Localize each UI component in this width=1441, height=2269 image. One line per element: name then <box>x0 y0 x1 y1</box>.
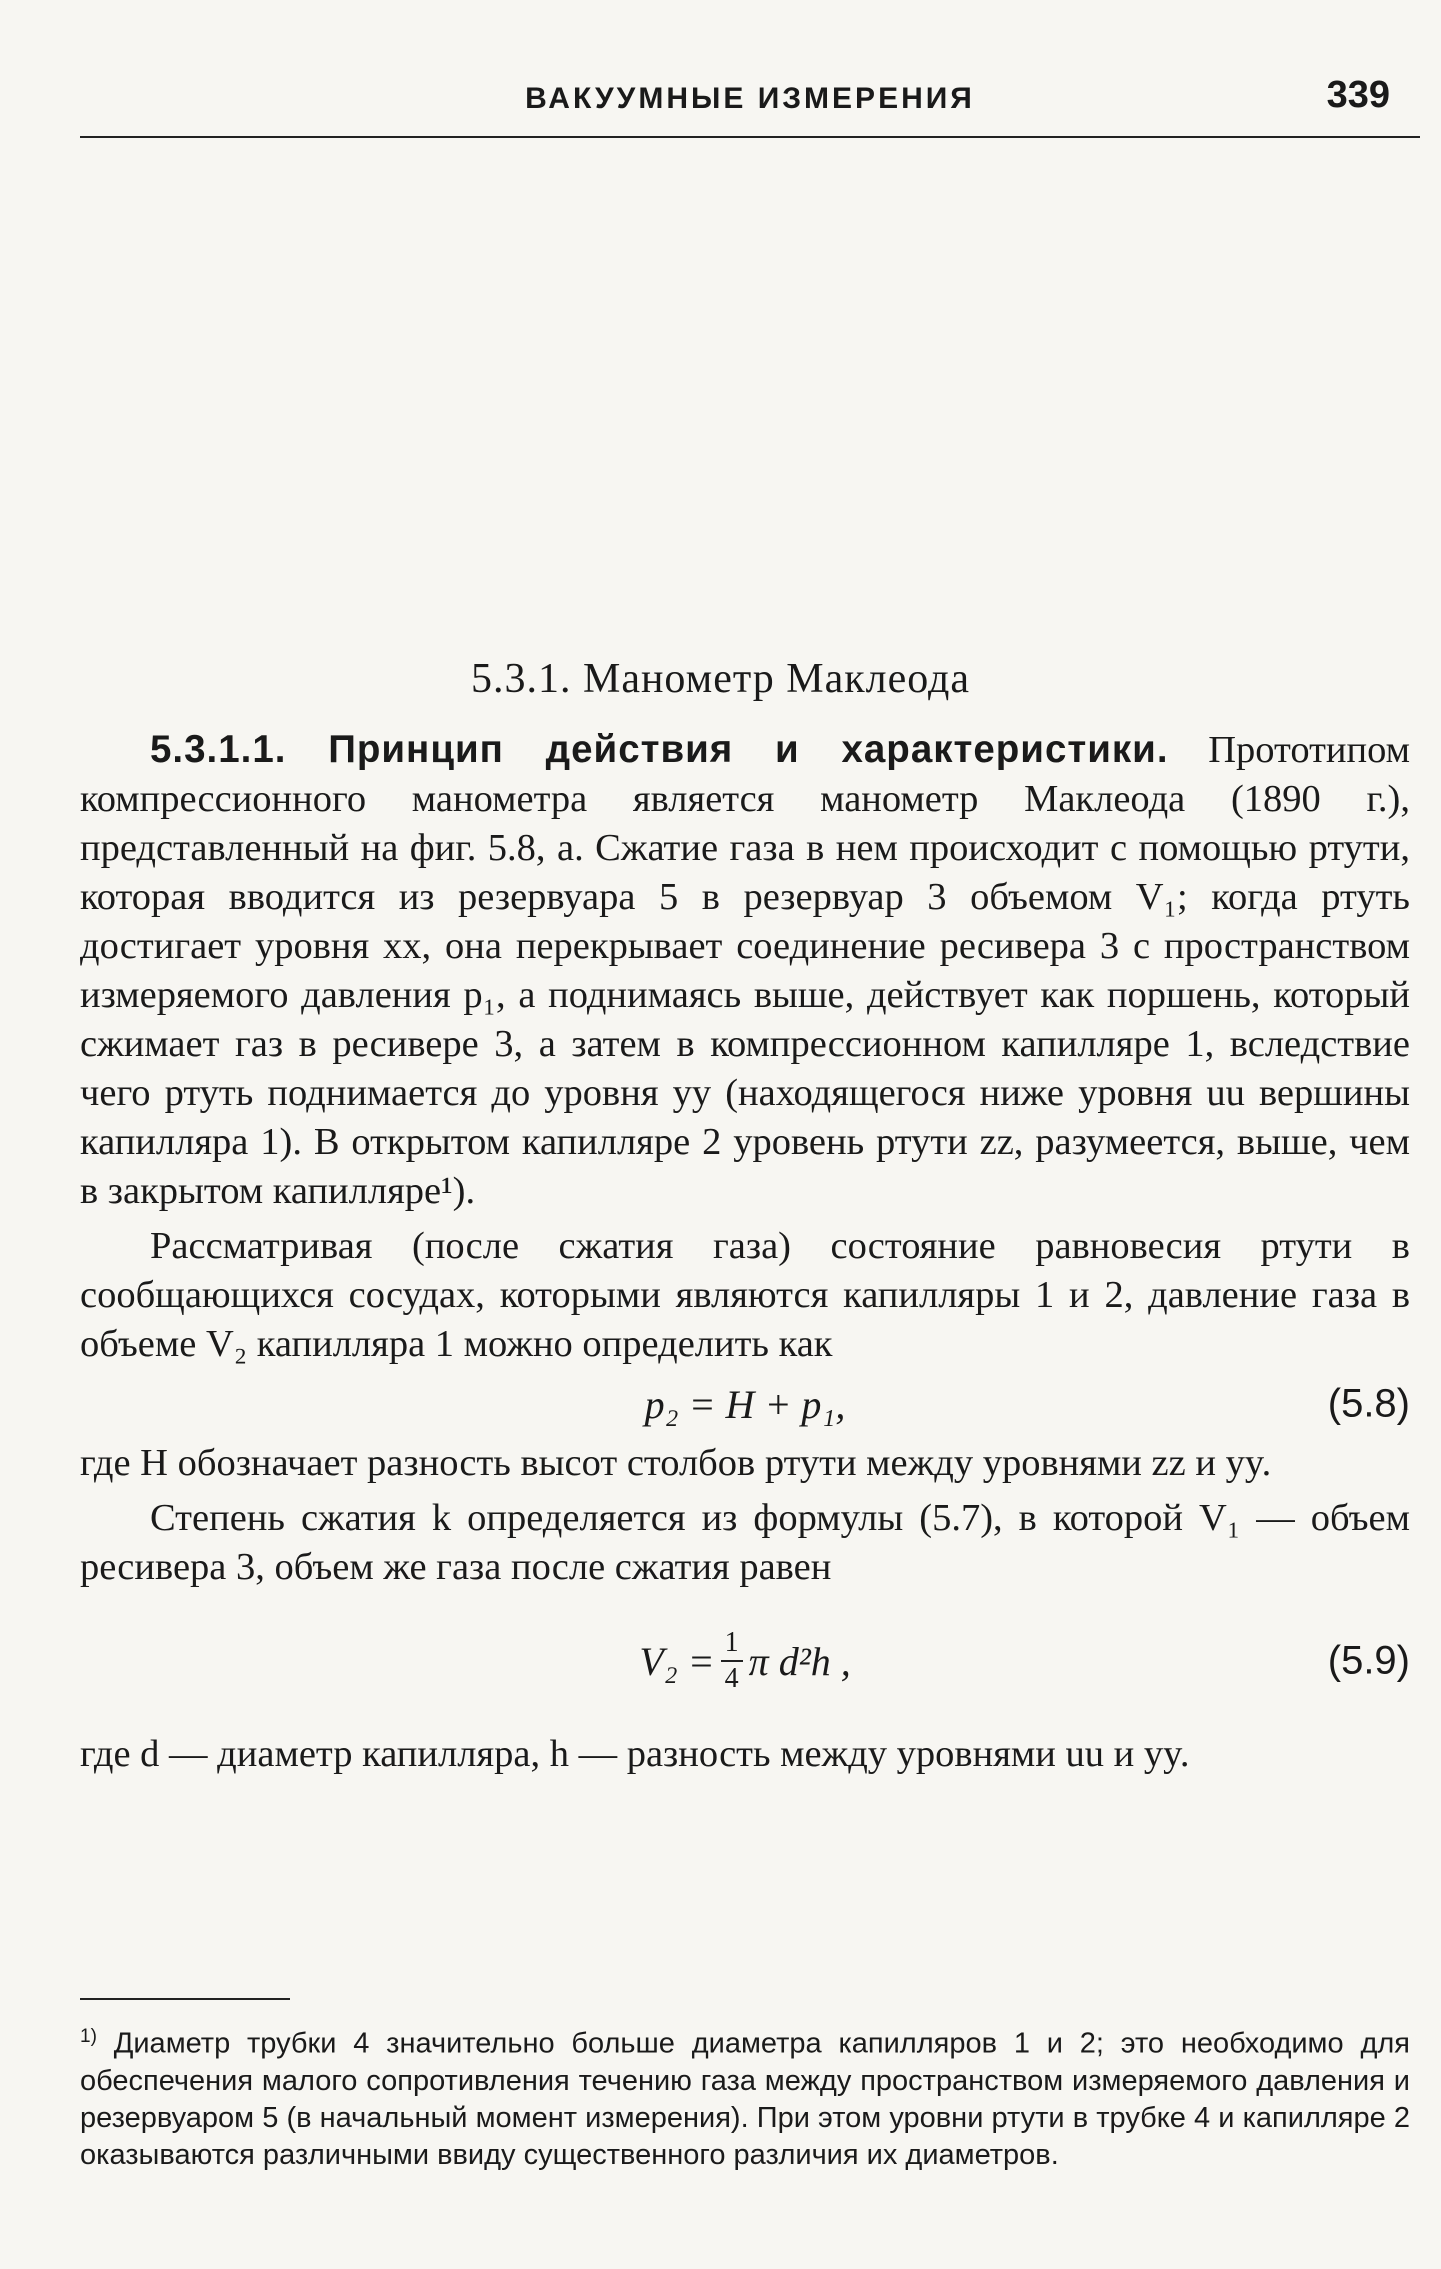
fraction-denominator: 4 <box>724 1663 739 1694</box>
equation-5-8 <box>80 1369 1410 1439</box>
equation-5-9 <box>80 1606 1410 1716</box>
body-text <box>80 725 1410 1779</box>
page-number: 339 <box>1326 74 1390 116</box>
equation-5-9-number: (5.9) <box>1327 1638 1410 1683</box>
paragraph-h-definition: где H обозначает разность высот столбов ртути между уровнями zz и yy. <box>80 1442 1272 1484</box>
subsection-heading: 5.3.1.1. Принцип действия и характеристики. <box>150 728 1169 771</box>
equation-5-9-fraction <box>721 1626 743 1696</box>
equation-5-8-number: (5.8) <box>1327 1381 1410 1426</box>
paragraph-principle <box>80 725 1410 1216</box>
paragraph-principle-text: Прототипом компрессионного манометра является манометр Маклеода (1890 г.), представленный на фиг. 5.8, а. Сжатие газа в нем происходит с помощью ртути, которая вводится из резервуара 5 в резервуар 3 объемом V₁; когда ртуть достигает уровня xx, она перекрывает соединение ресивера 3 с пространством измеряемого давления p₁, а поднимаясь выше, действует как поршень, который сжимает газ в ресивере 3, а затем в компрессионном капилляре 1, вследствие чего ртуть поднимается до уровня yy (находящегося ниже уровня uu вершины капилляра 1). В открытом капилляре 2 уровень ртути zz, разумеется, выше, чем в закрытом капилляре¹). <box>80 729 1410 1212</box>
equation-5-8-formula: p₂ = H + p₁, <box>644 1381 846 1427</box>
equation-5-9-rhs: π d²h , <box>748 1638 851 1684</box>
footnote <box>80 2018 1410 2174</box>
page-header <box>80 52 1420 138</box>
footnote-marker: 1) <box>80 2026 97 2047</box>
equation-5-9-lhs: V₂ = <box>639 1638 715 1684</box>
paragraph-compression: Степень сжатия k определяется из формулы (5.7), в которой V₁ — объем ресивера 3, объем же газа после сжатия равен <box>80 1497 1410 1588</box>
paragraph-equilibrium: Рассматривая (после сжатия газа) состояние равновесия ртути в сообщающихся сосудах, которыми являются капилляры 1 и 2, давление газа в объеме V₂ капилляра 1 можно определить как <box>80 1225 1410 1365</box>
section-title: 5.3.1. Манометр Маклеода <box>470 656 971 702</box>
paragraph-d-definition: где d — диаметр капилляра, h — разность между уровнями uu и yy. <box>80 1733 1190 1775</box>
footnote-divider <box>80 1998 290 2000</box>
running-title: ВАКУУМНЫЕ ИЗМЕРЕНИЯ <box>525 82 975 115</box>
footnote-text: Диаметр трубки 4 значительно больше диаметра капилляров 1 и 2; это необходимо для обеспечения малого сопротивления течению газа между пространством измеряемого давления и резервуаром 5 (в начальный момент измерения). При этом уровни ртути в трубке 4 и капилляре 2 оказываются различными ввиду существенного различия их диаметров. <box>80 2027 1410 2171</box>
fraction-numerator: 1 <box>721 1626 743 1662</box>
